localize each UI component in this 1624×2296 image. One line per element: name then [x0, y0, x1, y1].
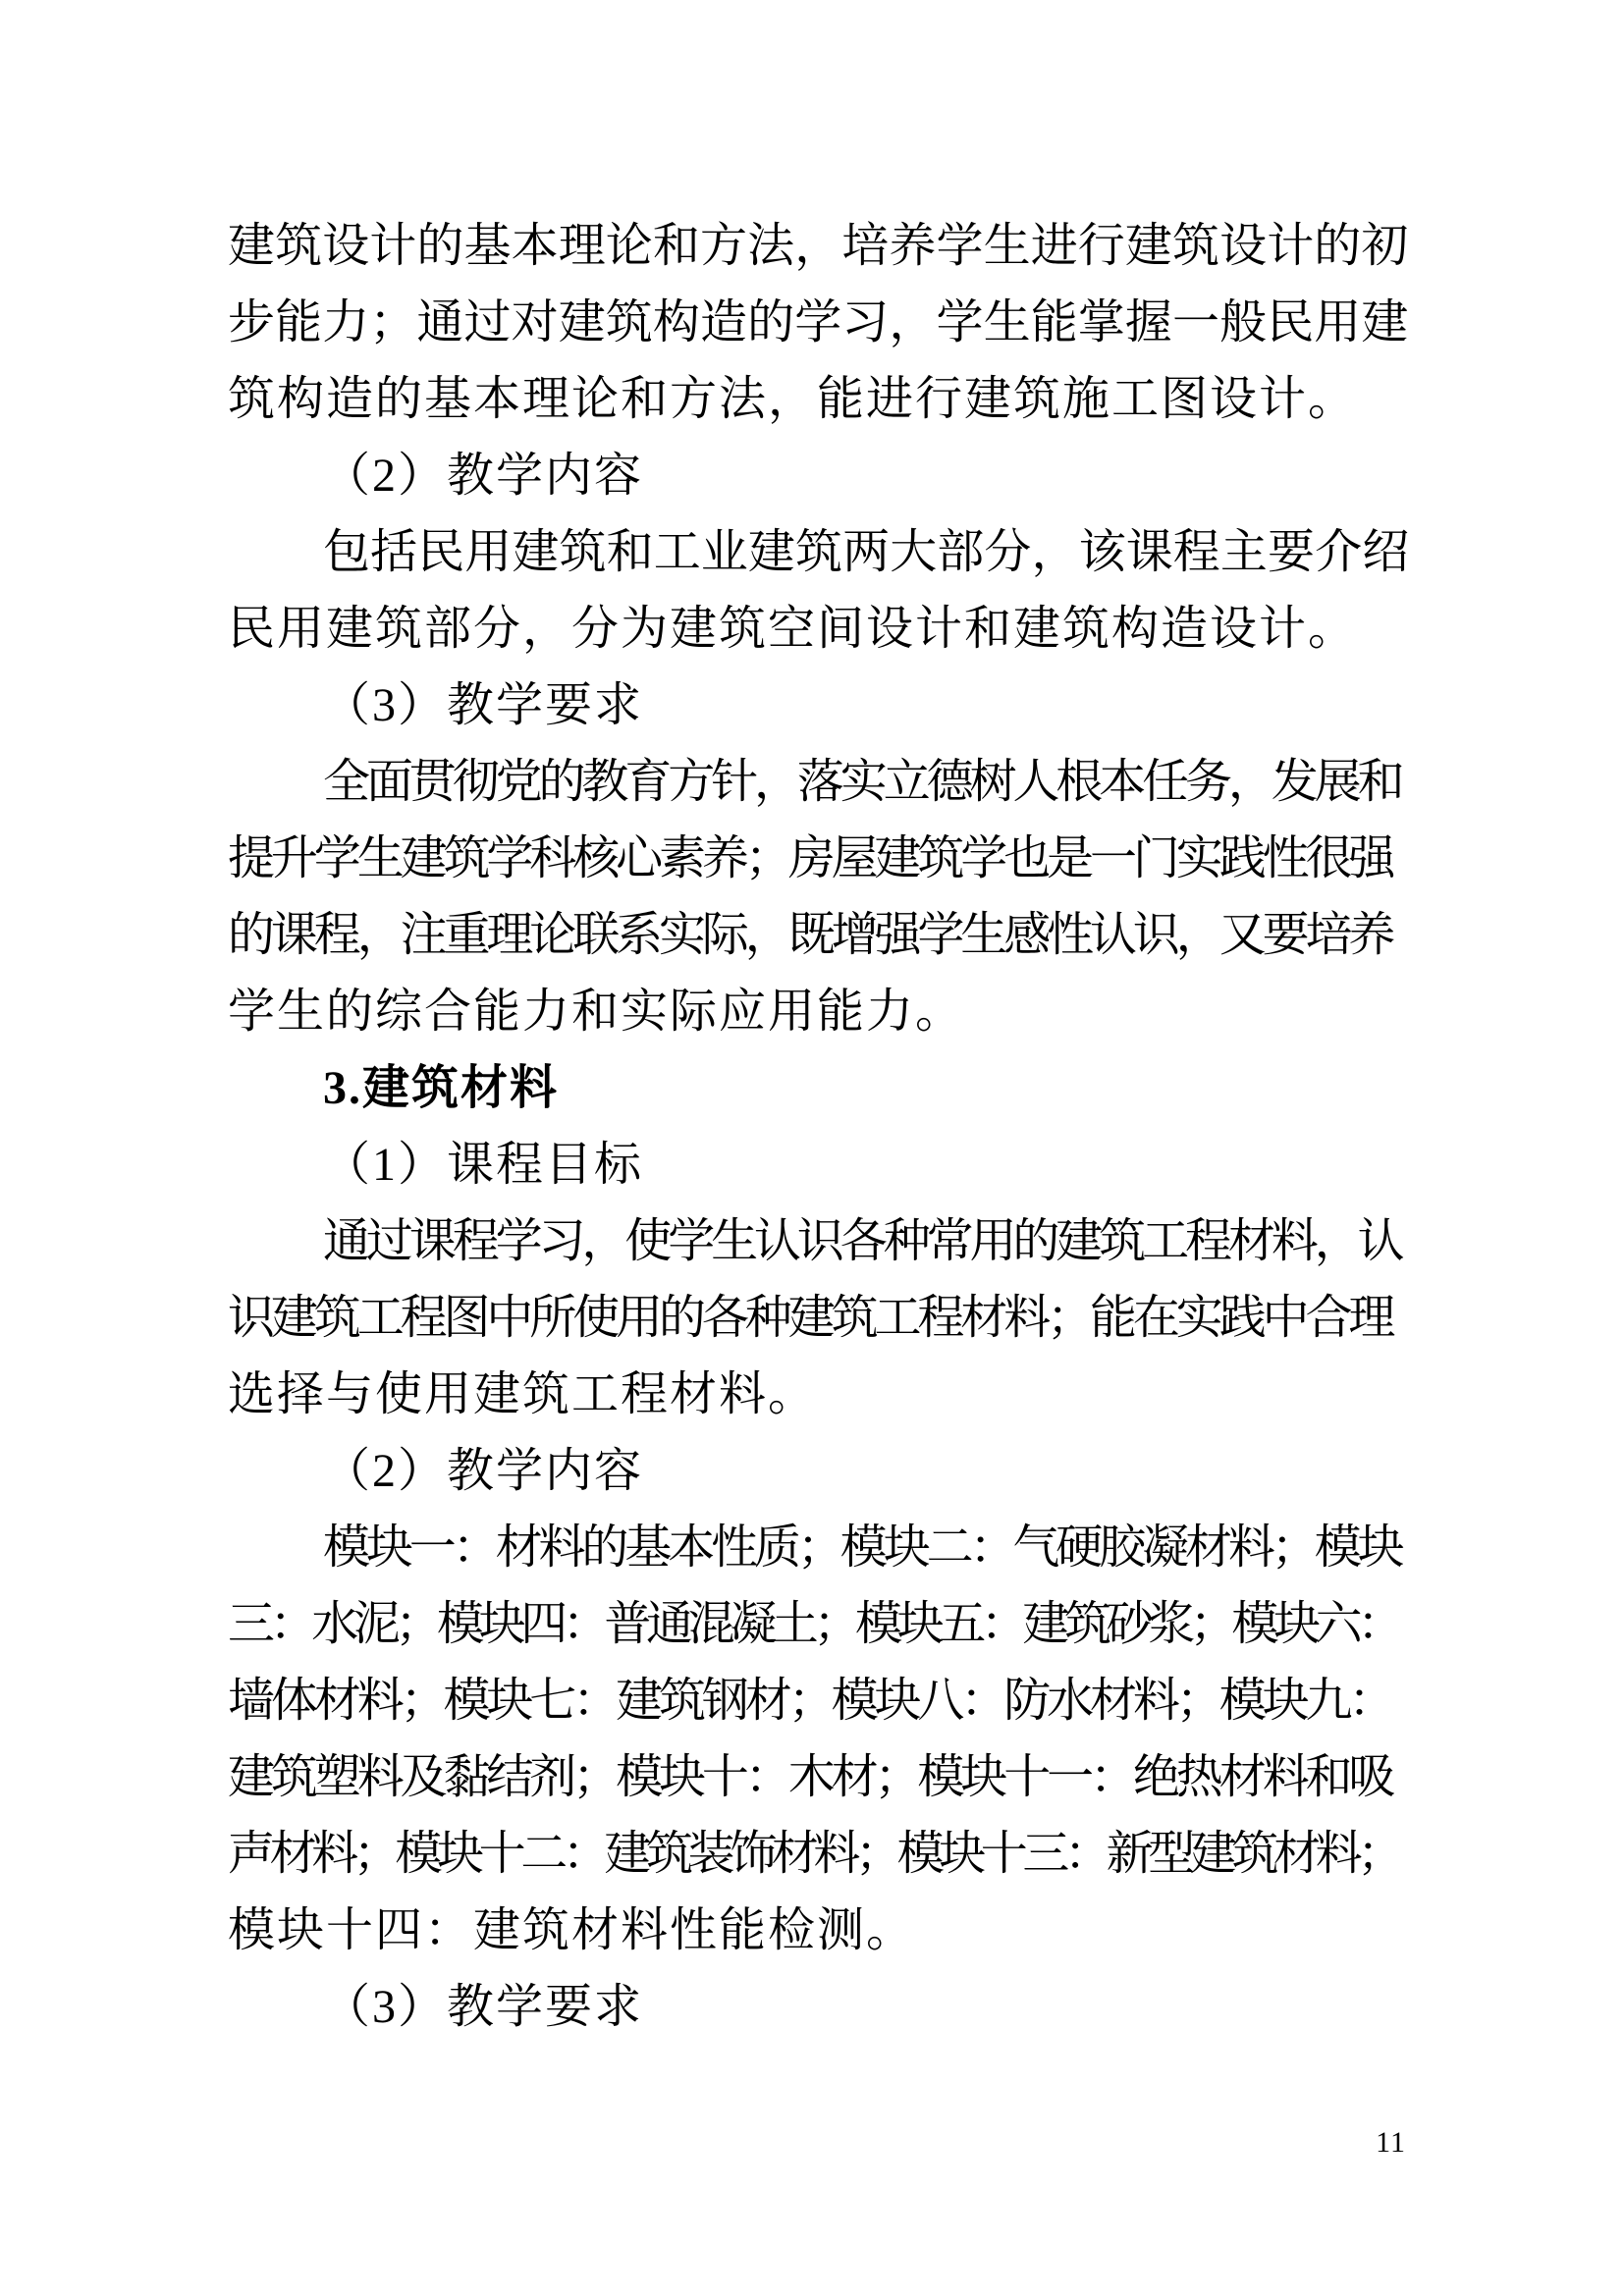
page-number: 11 [1376, 2126, 1406, 2159]
subheading-course-objectives: （1）课程目标 [323, 1139, 644, 1191]
body-line: 建筑塑料及黏结剂；模块十：木材；模块十一：绝热材料和吸 [228, 1751, 1392, 1803]
body-line: 民用建筑部分，分为建筑空间设计和建筑构造设计。 [228, 603, 1358, 655]
body-line: 模块一：材料的基本性质；模块二：气硬胶凝材料；模块 [323, 1522, 1401, 1574]
body-line: 墙体材料；模块七：建筑钢材；模块八：防水材料；模块九： [228, 1675, 1392, 1727]
body-line: 包括民用建筑和工业建筑两大部分，该课程主要介绍 [323, 526, 1410, 578]
body-line: 的课程，注重理论联系实际，既增强学生感性认识，又要培养 [228, 909, 1392, 961]
subheading-teaching-requirements-2: （3）教学要求 [323, 1981, 644, 2033]
body-line: 建筑设计的基本理论和方法，培养学生进行建筑设计的初 [228, 220, 1409, 272]
body-line: 筑构造的基本理论和方法，能进行建筑施工图设计。 [228, 373, 1358, 425]
body-line: 学生的综合能力和实际应用能力。 [228, 986, 965, 1038]
body-line: 识建筑工程图中所使用的各种建筑工程材料；能在实践中合理 [228, 1292, 1392, 1344]
subheading-teaching-requirements: （3）教学要求 [323, 679, 644, 731]
body-line: 模块十四：建筑材料性能检测。 [228, 1904, 916, 1956]
body-line: 提升学生建筑学科核心素养；房屋建筑学也是一门实践性很强 [228, 832, 1392, 884]
body-line: 选择与使用建筑工程材料。 [228, 1368, 818, 1420]
body-line: 全面贯彻党的教育方针，落实立德树人根本任务，发展和 [323, 756, 1401, 808]
body-line: 步能力；通过对建筑构造的学习，学生能掌握一般民用建 [228, 296, 1409, 348]
body-line: 通过课程学习，使学生认识各种常用的建筑工程材料，认 [323, 1215, 1401, 1267]
body-line: 声材料；模块十二：建筑装饰材料；模块十三：新型建筑材料； [228, 1828, 1399, 1880]
subheading-teaching-content-2: （2）教学内容 [323, 1445, 644, 1497]
subheading-teaching-content: （2）教学内容 [323, 450, 644, 502]
body-line: 三：水泥；模块四：普通混凝土；模块五：建筑砂浆；模块六： [228, 1598, 1399, 1650]
page-text-block [228, 208, 1410, 2046]
section-heading-building-materials: 3.建筑材料 [323, 1062, 560, 1114]
